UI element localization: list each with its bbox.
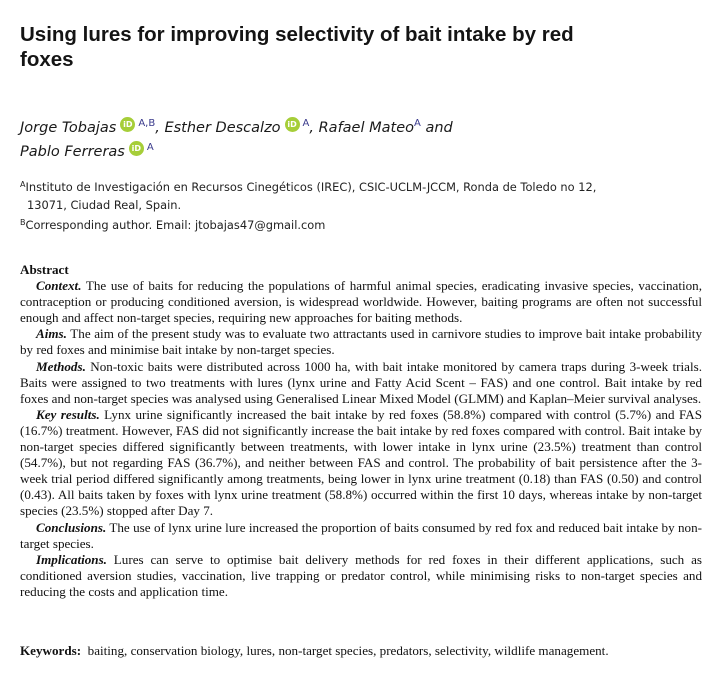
author[interactable] bbox=[20, 120, 164, 136]
affiliation-a-continued: 13071, Ciudad Real, Spain. bbox=[27, 198, 182, 212]
orcid-icon[interactable]: iD bbox=[120, 117, 135, 132]
section-text: The use of lynx urine lure increased the proportion of baits consumed by red fox and reduced bait intake by non-target species. bbox=[20, 519, 702, 551]
keywords-label: Keywords: bbox=[20, 643, 82, 658]
corresponding-author[interactable]: Corresponding author. Email: jtobajas47@gmail.com bbox=[25, 218, 326, 232]
section-label: Aims. bbox=[36, 326, 67, 342]
author-name: Jorge Tobajas bbox=[20, 120, 117, 136]
author-separator: and bbox=[420, 120, 453, 136]
affiliation-b bbox=[20, 214, 700, 234]
section-label: Conclusions. bbox=[36, 519, 107, 535]
affiliation-marker: A bbox=[302, 118, 310, 129]
abstract-conclusions bbox=[20, 520, 702, 552]
author[interactable] bbox=[20, 144, 154, 160]
author-name: Pablo Ferreras bbox=[20, 144, 125, 160]
section-text: Lynx urine significantly increased the bait intake by red foxes (58.8%) compared with control (5.7%) and FAS (16.7%) treatment. However, FAS did not significantly increase the bait intake by red foxes compared with control. Bait intake by non-target species differed significantly between treatments, with lower intake in lynx urine (23.5%) treatment than control (54.7%), but not regarding FAS (36.7%), and neither between FAS and control. The probability of bait persistence after the 3-week trial period differed significantly among treatments, being lower in lynx urine treatment (0.18) than FAS (0.50) and control (0.43). All baits taken by foxes with lynx urine treatment (58.8%) occurred within the first 10 days, whereas intake by non-target species (23.5%) stopped after Day 7. bbox=[20, 406, 703, 519]
section-text: The aim of the present study was to evaluate two attractants used in carnivore studies to improve bait intake probability by red foxes and minimise bait intake by non-target species. bbox=[20, 326, 702, 358]
orcid-icon[interactable]: iD bbox=[285, 117, 300, 132]
affiliations bbox=[20, 176, 700, 234]
section-label: Methods. bbox=[36, 358, 86, 374]
affiliation-marker: A bbox=[414, 118, 421, 129]
affiliation-a-mark: A bbox=[20, 180, 26, 189]
abstract-key-results bbox=[20, 407, 702, 520]
author-name: Esther Descalzo bbox=[164, 120, 281, 136]
section-text: Non-toxic baits were distributed across 1000 ha, with bait intake monitored by camera traps during 3-week trials. Baits were assigned to two treatments with lures (lynx urine and Fatty Acid Scent – FAS) and one control. Bait intake by red foxes and non-target species was analysed using Generalised Linear Mixed Model (GLMM) and Kaplan–Meier survival analyses. bbox=[20, 358, 702, 406]
affiliation-b-mark: B bbox=[20, 218, 26, 227]
author-separator: , bbox=[155, 120, 165, 136]
keywords-text: baiting, conservation biology, lures, non-target species, predators, selectivity, wildlife management. bbox=[87, 643, 609, 658]
abstract-context bbox=[20, 278, 702, 326]
section-label: Implications. bbox=[36, 551, 107, 567]
affiliation-a-text: Instituto de Investigación en Recursos Cinegéticos (IREC), CSIC-UCLM-JCCM, Ronda de Toledo no 12, bbox=[25, 180, 597, 194]
affiliation-a bbox=[20, 176, 700, 196]
author-name: Rafael Mateo bbox=[318, 120, 414, 136]
abstract-aims bbox=[20, 326, 702, 358]
keywords bbox=[20, 643, 702, 659]
section-text: Lures can serve to optimise bait delivery methods for red foxes in their different applications, such as conditioned aversion studies, vaccination, live trapping or predator control, while minimising risks to non-target species and reducing the costs and application time. bbox=[20, 551, 702, 599]
abstract bbox=[20, 262, 702, 600]
article-title: Using lures for improving selectivity of bait intake by red foxes bbox=[20, 23, 574, 71]
orcid-icon[interactable]: iD bbox=[129, 141, 144, 156]
abstract-implications bbox=[20, 552, 702, 600]
abstract-methods bbox=[20, 359, 702, 407]
author-separator: , bbox=[309, 120, 319, 136]
author[interactable] bbox=[319, 120, 453, 136]
section-label: Key results. bbox=[36, 406, 100, 422]
section-label: Context. bbox=[36, 278, 82, 294]
author[interactable] bbox=[164, 120, 318, 136]
author-list bbox=[20, 114, 620, 162]
affiliation-marker: A bbox=[146, 142, 154, 153]
abstract-heading: Abstract bbox=[20, 262, 69, 277]
section-text: The use of baits for reducing the populations of harmful animal species, eradicating invasive species, vaccination, contraception or producing conditioned aversion, is widespread worldwide. However, baiting programs are often not successful enough and affect non-target species, requiring new approaches for baiting methods. bbox=[20, 278, 703, 326]
affiliation-marker: A,B bbox=[138, 118, 156, 129]
